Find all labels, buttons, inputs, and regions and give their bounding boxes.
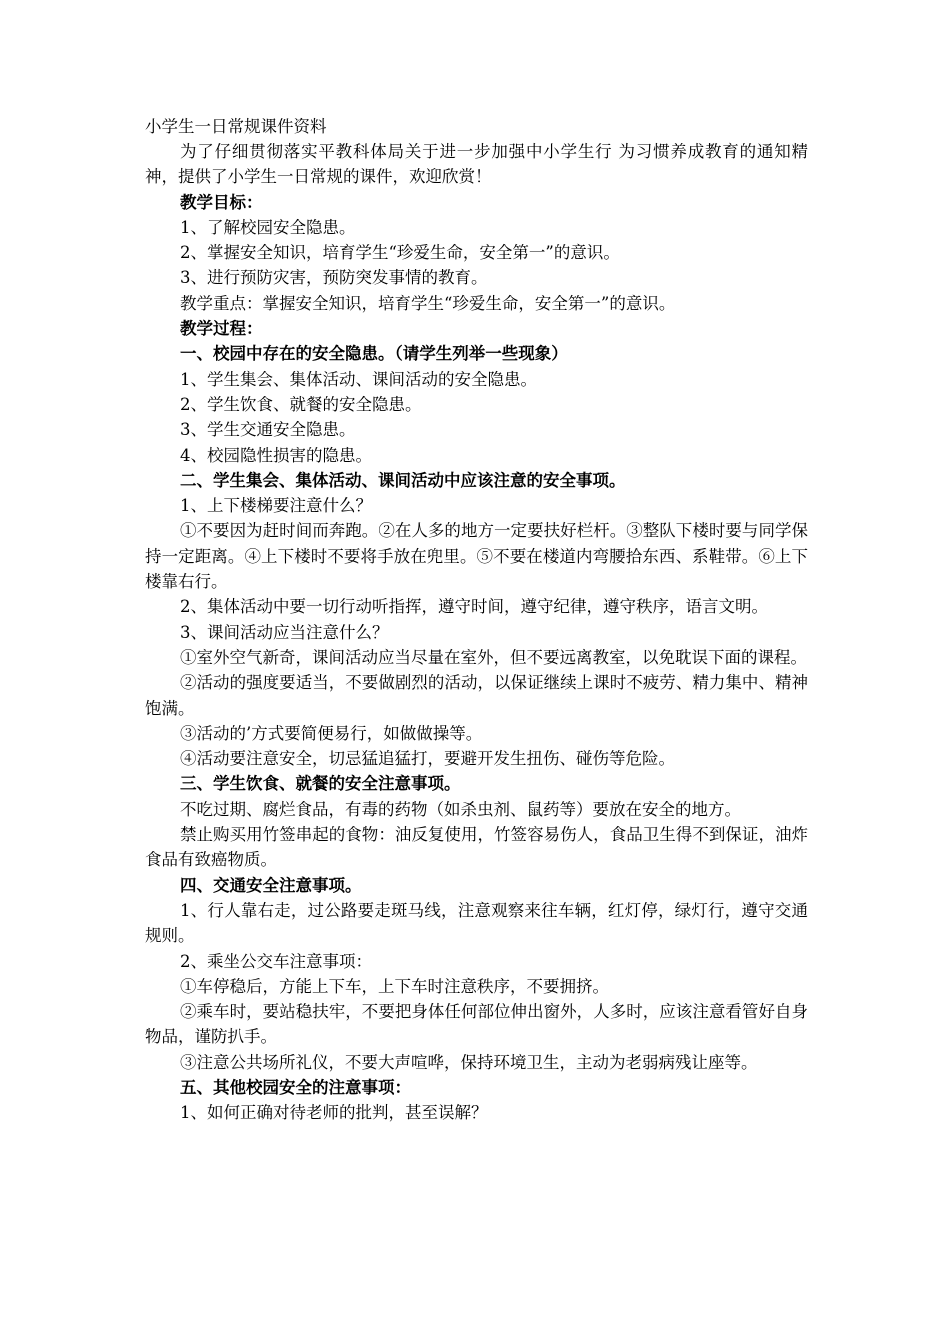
body-paragraph: 2、集体活动中要一切行动听指挥，遵守时间，遵守纪律，遵守秩序，语言文明。 (180, 597, 768, 617)
body-paragraph: ③活动的’方式要简便易行，如做做操等。 (180, 723, 483, 743)
objective-item: 3、进行预防灾害，预防突发事情的教育。 (180, 268, 488, 288)
list-item: 1、学生集会、集体活动、课间活动的安全隐患。 (180, 369, 537, 389)
body-paragraph: 不吃过期、腐烂食品，有毒的药物（如杀虫剂、鼠药等）要放在安全的地方。 (180, 799, 741, 819)
list-item: 4、校园隐性损害的隐患。 (180, 445, 372, 465)
body-paragraph: ②乘车时，要站稳扶牢，不要把身体任何部位伸出窗外，人多时，应该注意看管好自身物品，谨防扒手。 (145, 1002, 808, 1047)
list-item: 1、如何正确对待老师的批判，甚至误解？ (180, 1103, 488, 1123)
list-item: 1、上下楼梯要注意什么？ (180, 496, 372, 516)
objective-item: 2、掌握安全知识，培育学生“珍爱生命，安全第一”的意识。 (180, 243, 620, 263)
section-heading-3: 三、学生饮食、就餐的安全注意事项。 (180, 774, 461, 794)
list-item: 2、学生饮食、就餐的安全隐患。 (180, 394, 422, 414)
section-heading-4: 四、交通安全注意事项。 (180, 875, 362, 895)
section-heading-2: 二、学生集会、集体活动、课间活动中应该注意的安全事项。 (180, 470, 626, 490)
body-paragraph: ①不要因为赶时间而奔跑。②在人多的地方一定要扶好栏杆。③整队下楼时要与同学保持一定距离。④上下楼时不要将手放在兜里。⑤不要在楼道内弯腰拾东西、系鞋带。⑥上下楼靠右行。 (145, 521, 808, 592)
section-heading-process: 教学过程： (180, 319, 263, 339)
body-paragraph: 1、行人靠右走，过公路要走斑马线，注意观察来往车辆，红灯停，绿灯行，遵守交通规则。 (145, 900, 808, 946)
body-paragraph: ④活动要注意安全，切忌猛追猛打，要避开发生扭伤、碰伤等危险。 (180, 749, 675, 769)
body-paragraph: ①车停稳后，方能上下车，上下车时注意秩序，不要拥挤。 (180, 976, 609, 996)
document-title: 小学生一日常规课件资料 (145, 117, 327, 136)
section-heading-1: 一、校园中存在的安全隐患。（请学生列举一些现象） (180, 344, 568, 364)
body-paragraph: 禁止购买用竹签串起的食物：油反复使用，竹签容易伤人，食品卫生得不到保证，油炸食品有致癌物质。 (145, 825, 808, 870)
objective-item: 1、了解校园安全隐患。 (180, 217, 356, 237)
body-paragraph: ③注意公共场所礼仪，不要大声喧哗，保持环境卫生，主动为老弱病残让座等。 (180, 1052, 758, 1072)
document-page (145, 114, 808, 1126)
key-points-paragraph: 教学重点：掌握安全知识，培育学生“珍爱生命，安全第一”的意识。 (180, 293, 676, 313)
list-item: 3、课间活动应当注意什么？ (180, 622, 389, 642)
intro-paragraph: 为了仔细贯彻落实平教科体局关于进一步加强中小学生行 为习惯养成教育的通知精神，提供了小学生一日常规的课件，欢迎欣赏！ (145, 142, 808, 187)
section-heading-5: 五、其他校园安全的注意事项： (180, 1077, 411, 1097)
list-item: 3、学生交通安全隐患。 (180, 420, 356, 440)
section-heading-objectives: 教学目标： (180, 192, 263, 212)
body-paragraph: ①室外空气新奇，课间活动应当尽量在室外，但不要远离教室，以免耽误下面的课程。 (180, 647, 807, 667)
body-paragraph: ②活动的强度要适当，不要做剧烈的活动，以保证继续上课时不疲劳、精力集中、精神饱满。 (145, 673, 808, 718)
list-item: 2、乘坐公交车注意事项： (180, 951, 372, 971)
